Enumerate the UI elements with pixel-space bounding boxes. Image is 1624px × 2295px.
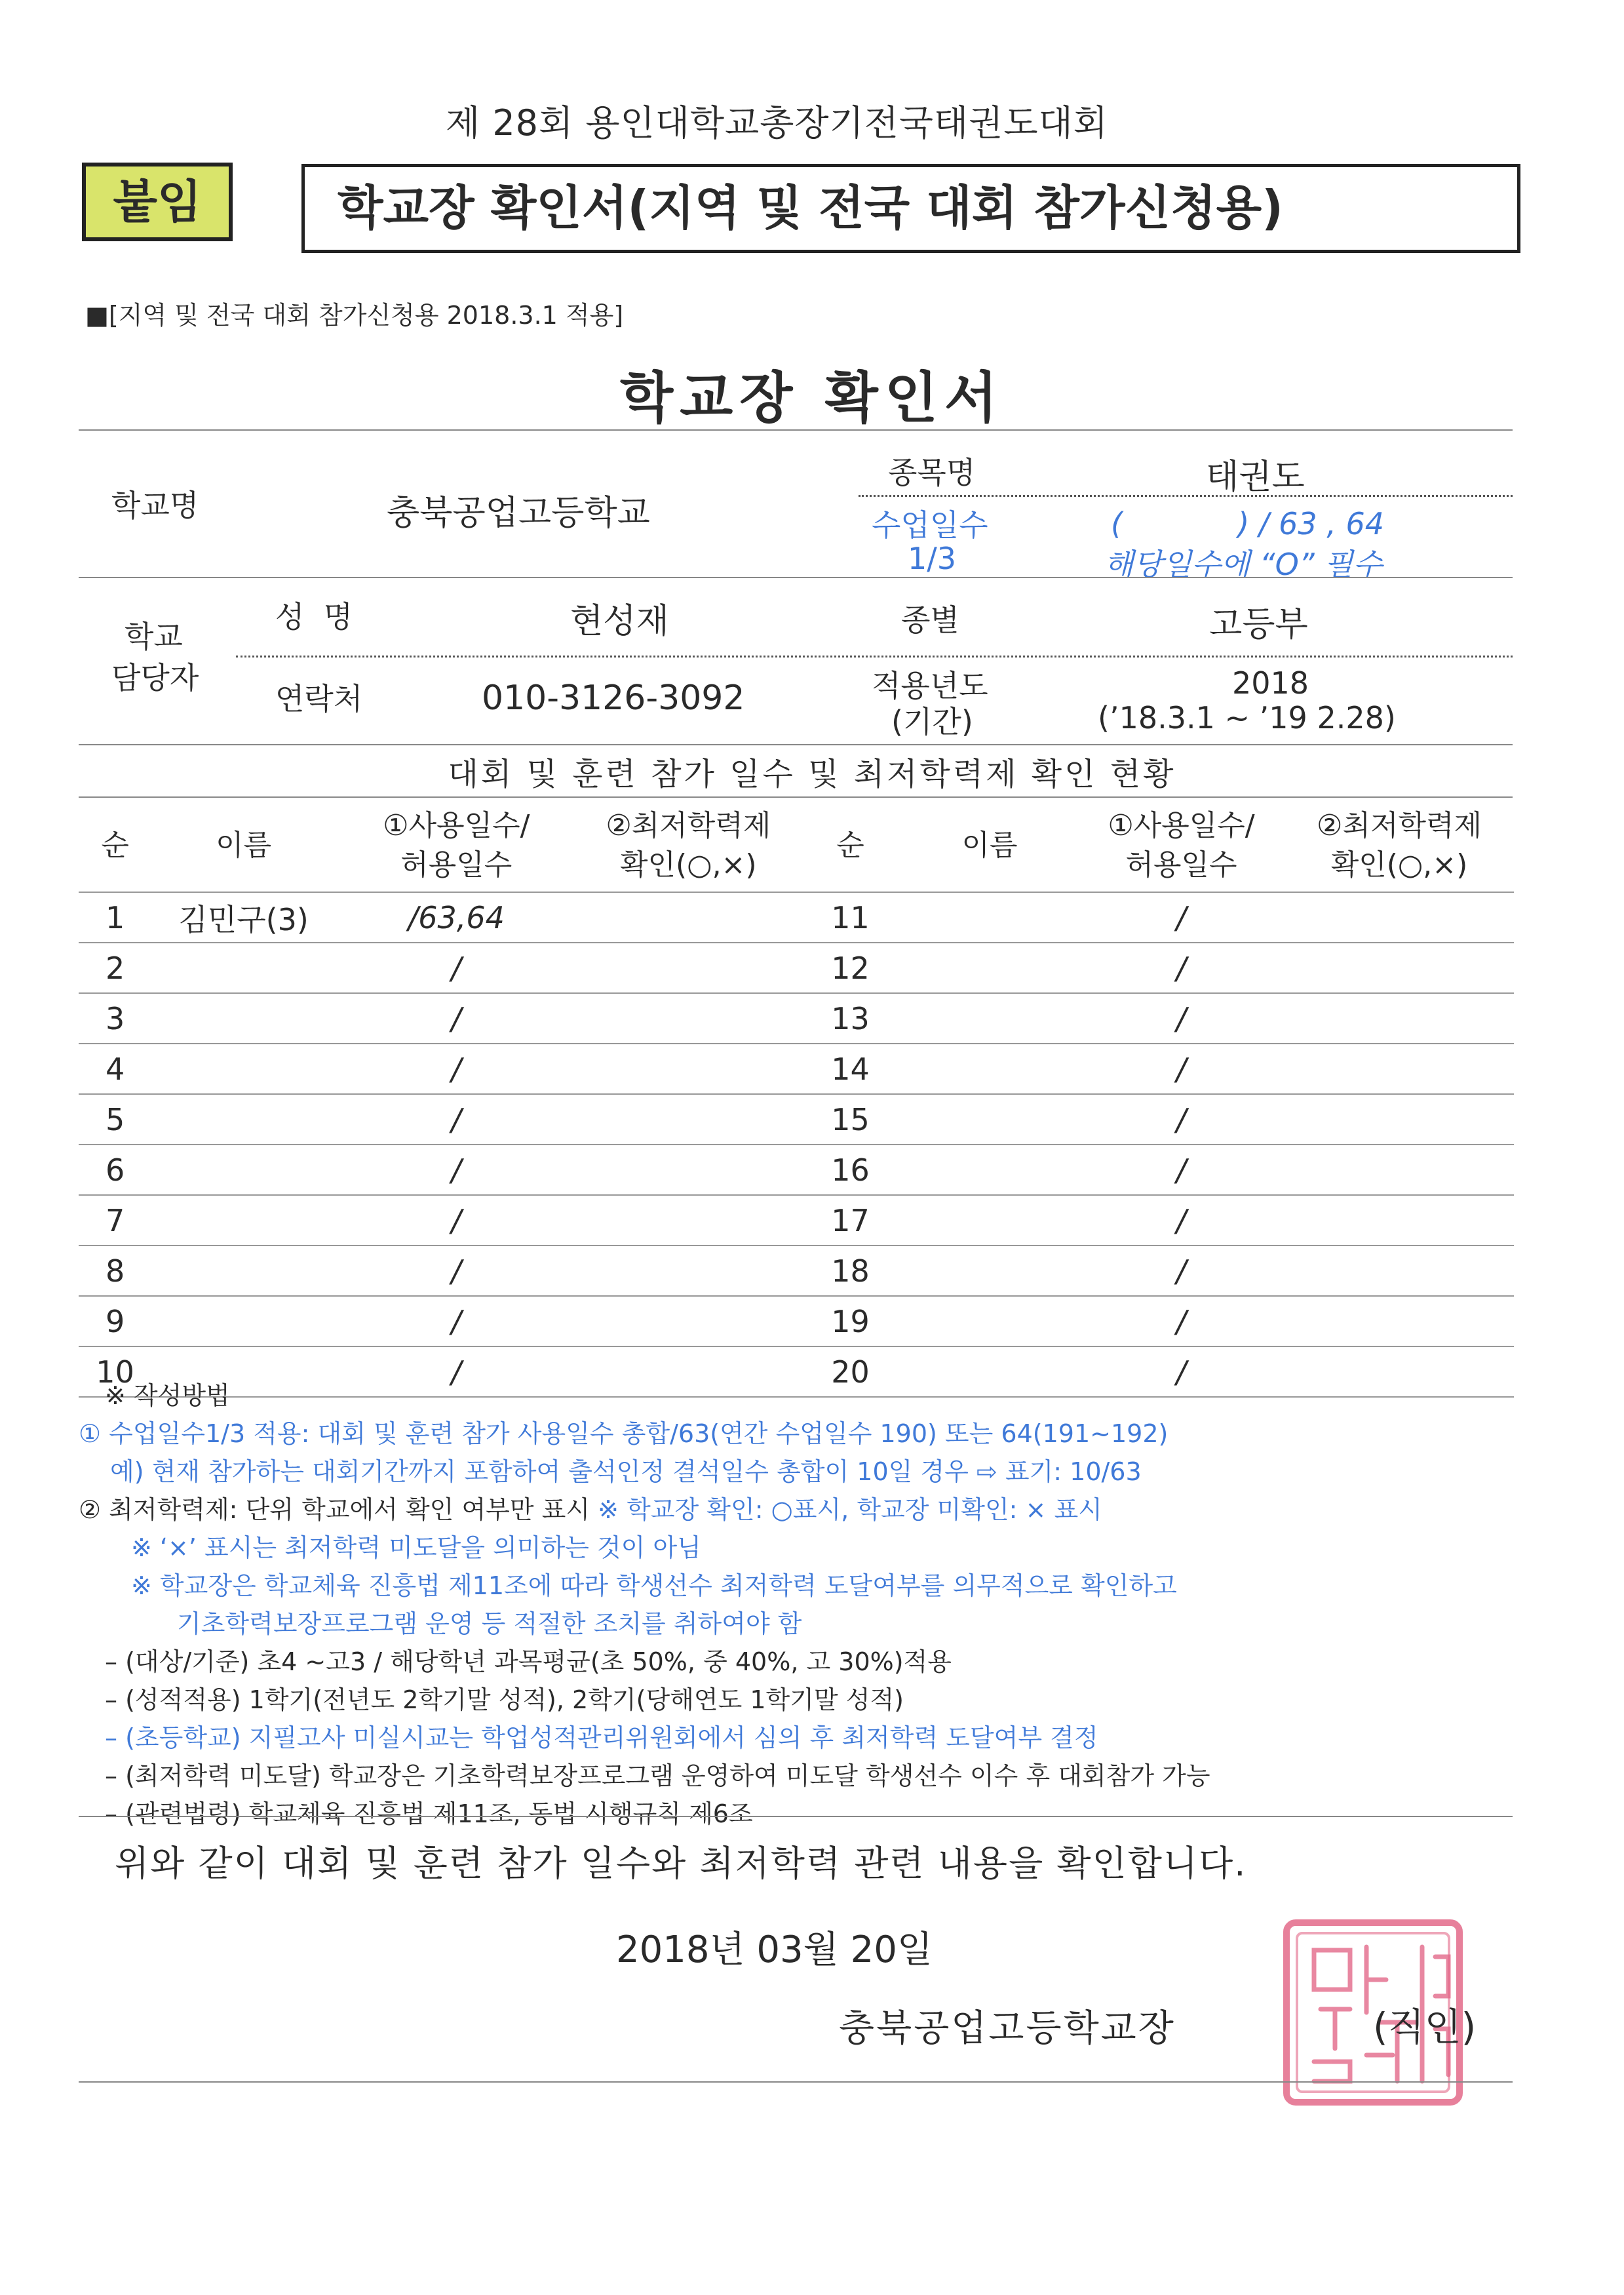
header-name: 이름 [961,829,1018,862]
row-number: 10 [96,1354,134,1390]
athlete-name [901,1195,1078,1246]
name-value: 현성재 [570,602,669,641]
divider [79,1816,1513,1817]
athlete-name [151,1195,336,1246]
instruction-line: ※ ‘×’ 표시는 최저학력 미도달을 의미하는 것이 아님 [131,1533,701,1562]
athlete-name [901,892,1078,943]
min-score-check [577,892,800,943]
header-min-line: ②최저학력제 [606,809,771,842]
min-score-check [577,1044,800,1094]
table-row [79,1044,800,1094]
document-title: 학교장 확인서 [619,366,1005,430]
year-label-period: (기간) [891,704,973,739]
athlete-name: 김민구(3) [178,901,309,937]
min-score-check [1285,1094,1514,1145]
table-header-row [800,800,1514,892]
table-row [79,1296,800,1346]
attachment-badge: 붙임 [82,163,233,241]
row-number: 9 [105,1303,125,1339]
year-value: 2018 [1232,665,1309,701]
min-score-check [577,943,800,993]
row-number: 15 [831,1101,870,1137]
confirmation-statement: 위와 같이 대회 및 훈련 참가 일수와 최저학력 관련 내용을 확인합니다. [115,1843,1247,1884]
header-name: 이름 [216,829,272,862]
seal-note: (직인) [1373,2005,1477,2049]
table-row [800,1195,1514,1246]
divider [79,577,1513,578]
document-date: 2018년 03월 20일 [616,1929,933,1971]
days-cell: / [1176,1253,1187,1289]
divider [79,2081,1513,2083]
divider [79,744,1513,745]
athlete-name [151,1094,336,1145]
event-title: 제 28회 용인대학교총장기전국태권도대회 [446,102,1108,144]
table-row [79,993,800,1044]
table-row [79,1145,800,1195]
min-score-check [1285,943,1514,993]
min-score-check [1285,1296,1514,1346]
days-cell: / [451,1000,462,1036]
table-row [800,1296,1514,1346]
divider [236,656,1513,657]
athlete-name [901,1145,1078,1195]
athlete-name [151,1044,336,1094]
athlete-name [901,1246,1078,1296]
instruction-line: 기초학력보장프로그램 운영 등 적절한 조치를 취하여야 함 [177,1609,802,1638]
instruction-text: ② 최저학력제: 단위 학교에서 확인 여부만 표시 [79,1495,598,1524]
sport-label: 종목명 [888,455,976,490]
contact-person-label: 담당자 [111,660,199,696]
contact-person-label: 학교 [125,619,183,654]
days-cell: / [1176,1152,1187,1188]
days-cell: / [1176,1051,1187,1087]
instruction-line [79,1491,1540,1529]
header-no: 순 [836,829,864,862]
row-number: 7 [105,1202,125,1238]
header-no: 순 [101,829,129,862]
row-number: 1 [105,899,125,935]
table-row [79,892,800,943]
row-number: 12 [831,950,870,986]
table-row [800,943,1514,993]
days-cell: / [1176,950,1187,986]
instruction-line: – (초등학교) 지필고사 미실시교는 학업성적관리위원회에서 심의 후 최저학력 도달여부 결정 [105,1723,1098,1752]
row-number: 18 [831,1253,870,1289]
min-score-check [577,1296,800,1346]
athlete-name [151,1296,336,1346]
min-score-check [1285,1246,1514,1296]
header-min-line: 확인(○,×) [1330,848,1468,882]
row-number: 6 [105,1152,125,1188]
form-title: 학교장 확인서(지역 및 전국 대회 참가신청용) [301,164,1520,253]
min-score-check [577,993,800,1044]
table-row [800,993,1514,1044]
section-title: 대회 및 훈련 참가 일수 및 최저학력제 확인 현황 [448,756,1176,793]
participation-table-left [79,800,800,1398]
class-days-ratio: 1/3 [908,541,957,576]
days-cell: / [451,1101,462,1137]
header-days [336,800,577,892]
table-row [800,1246,1514,1296]
min-score-check [1285,993,1514,1044]
athlete-name [151,943,336,993]
name-label: 성 명 [275,599,353,635]
header-days-line: 허용일수 [1125,848,1237,882]
division-value: 고등부 [1209,605,1308,644]
row-number: 2 [105,950,125,986]
days-cell: / [451,1253,462,1289]
instruction-line: ※ 학교장은 학교체육 진흥법 제11조에 따라 학생선수 최저학력 도달여부를 의무적으로 확인하고 [131,1571,1177,1600]
row-number: 5 [105,1101,125,1137]
athlete-name [901,1094,1078,1145]
min-score-check [1285,1195,1514,1246]
min-score-check [577,1246,800,1296]
table-row [800,1094,1514,1145]
instruction-line: – (관련법령) 학교체육 진흥법 제11조, 동법 시행규칙 제6조 [105,1799,753,1828]
min-score-check [1285,892,1514,943]
principal-name: 충북공업고등학교장 [839,2007,1176,2050]
table-row [800,1044,1514,1094]
year-period: (’18.3.1 ~ ’19 2.28) [1098,700,1396,736]
athlete-name [901,1296,1078,1346]
class-days-value: ( ) / 63 , 64 [1111,506,1385,541]
divider [79,429,1513,431]
instruction-line: 예) 현재 참가하는 대회기간까지 포함하여 출석인정 결석일수 총합이 10일 경우 ⇨ 표기: 10/63 [110,1457,1142,1486]
header-min-line: 확인(○,×) [620,848,757,882]
row-number: 8 [105,1253,125,1289]
table-row [79,1094,800,1145]
phone-value: 010-3126-3092 [482,678,745,718]
days-cell: / [451,1202,462,1238]
days-cell: / [1176,1000,1187,1036]
divider [79,796,1513,798]
school-name: 충북공업고등학교 [387,494,650,533]
instruction-text: ※ 학교장 확인: ○표시, 학교장 미확인: × 표시 [598,1495,1102,1524]
days-cell: / [451,1303,462,1339]
scope-note: ■[지역 및 전국 대회 참가신청용 2018.3.1 적용] [85,301,624,330]
class-days-note: 해당일수에 “O” 필수 [1104,547,1383,582]
table-header-row [79,800,800,892]
min-score-check [1285,1044,1514,1094]
athlete-name [901,1044,1078,1094]
days-cell: / [451,1152,462,1188]
athlete-name [901,993,1078,1044]
days-cell: / [451,1354,462,1390]
min-score-check [577,1094,800,1145]
row-number: 19 [831,1303,870,1339]
phone-label: 연락처 [275,681,363,716]
class-days-label: 수업일수 [872,507,988,543]
min-score-check [577,1145,800,1195]
division-label: 종별 [901,602,959,638]
header-days-line: 허용일수 [400,848,512,882]
athlete-name [151,993,336,1044]
sport-value: 태권도 [1206,458,1305,497]
days-cell: / [1176,1202,1187,1238]
row-number: 14 [831,1051,870,1087]
table-row [79,1246,800,1296]
days-cell: / [451,1051,462,1087]
days-cell: / [1176,1303,1187,1339]
instruction-line: – (대상/기준) 초4 ~고3 / 해당학년 과목평균(초 50%, 중 40%, 고 30%)적용 [105,1647,952,1676]
row-number: 11 [831,899,870,935]
row-number: 3 [105,1000,125,1036]
row-number: 4 [105,1051,125,1087]
header-days-line: ①사용일수/ [1108,809,1255,842]
athlete-name [151,1246,336,1296]
athlete-name [901,943,1078,993]
table-row [79,1195,800,1246]
instruction-line: – (성적적용) 1학기(전년도 2학기말 성적), 2학기(당해연도 1학기말 성적) [105,1685,904,1714]
days-cell: / [1176,899,1187,935]
row-number: 13 [831,1000,870,1036]
header-min-score [1285,800,1514,892]
participation-table-right [800,800,1514,1398]
year-label: 적용년도 [872,668,988,703]
instruction-line: – (최저학력 미도달) 학교장은 기초학력보장프로그램 운영하여 미도달 학생선수 이수 후 대회참가 가능 [105,1761,1210,1790]
athlete-name [151,1145,336,1195]
divider [859,495,1513,497]
days-cell: / [1176,1101,1187,1137]
header-min-line: ②최저학력제 [1317,809,1482,842]
row-number: 20 [831,1354,870,1390]
instructions-title: ※ 작성방법 [105,1381,230,1410]
row-number: 16 [831,1152,870,1188]
header-days-line: ①사용일수/ [383,809,530,842]
min-score-check [1285,1145,1514,1195]
header-days [1078,800,1285,892]
table-row [79,943,800,993]
row-number: 17 [831,1202,870,1238]
instructions [79,1377,1540,1833]
days-cell: /63,64 [408,899,505,935]
table-row [800,892,1514,943]
table-row [800,1145,1514,1195]
instruction-line: ① 수업일수1/3 적용: 대회 및 훈련 참가 사용일수 총합/63(연간 수업일수 190) 또는 64(191~192) [79,1419,1169,1448]
days-cell: / [1176,1354,1187,1390]
min-score-check [577,1195,800,1246]
header-min-score [577,800,800,892]
school-label: 학교명 [111,488,199,523]
days-cell: / [451,950,462,986]
